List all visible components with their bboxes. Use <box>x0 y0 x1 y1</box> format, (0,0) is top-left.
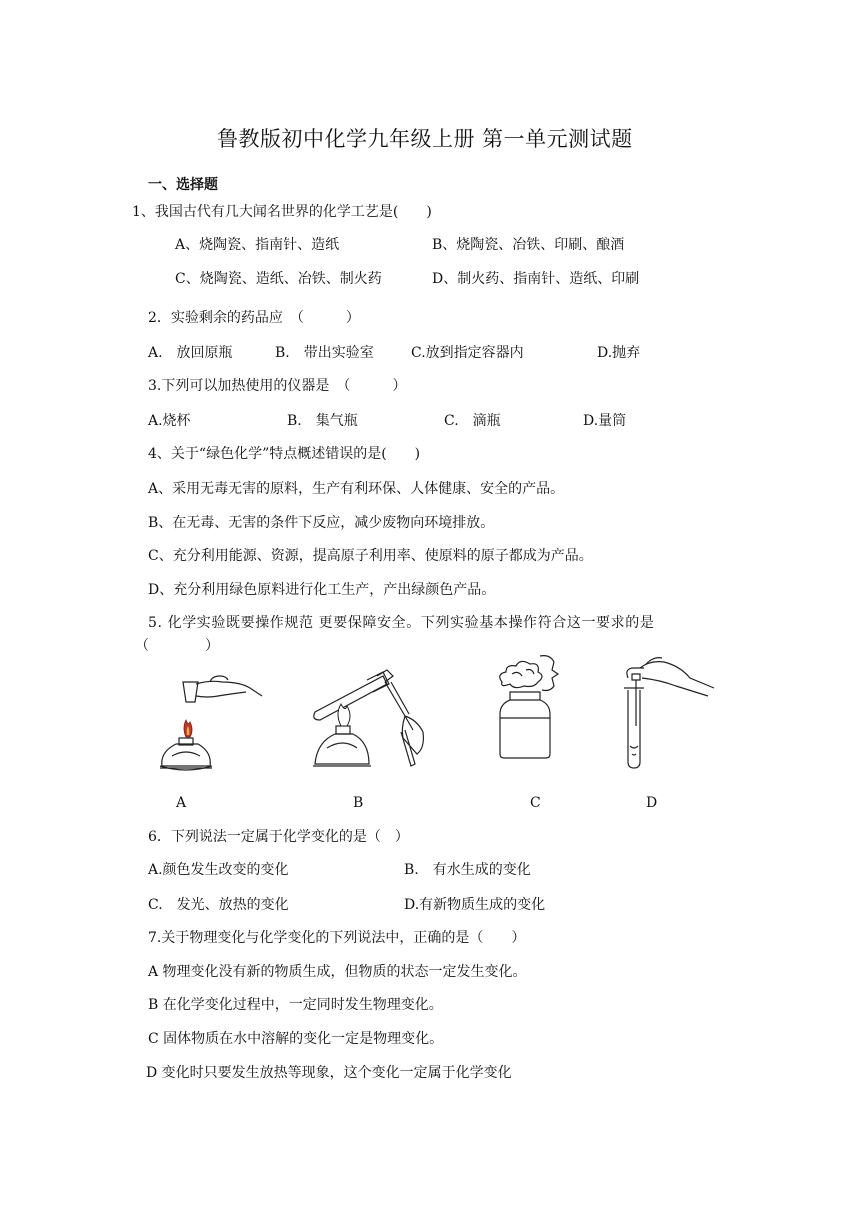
figure-label-b: B <box>353 795 364 811</box>
q6-option-b: B. 有水生成的变化 <box>404 862 531 878</box>
q7-option-d: D 变化时只要发生放热等现象，这个变化一定属于化学变化 <box>146 1065 512 1081</box>
q6-option-c: C. 发光、放热的变化 <box>148 897 289 913</box>
q2-option-d: D.抛弃 <box>597 345 641 361</box>
q4-option-a: A、采用无毒无害的原料，生产有利环保、人体健康、安全的产品。 <box>148 481 565 497</box>
figure-b <box>305 668 435 783</box>
figure-label-c: C <box>530 795 541 811</box>
q5-answer-paren: （ ） <box>135 638 219 654</box>
page-title: 鲁教版初中化学九年级上册 第一单元测试题 <box>217 127 633 151</box>
q3-option-a: A.烧杯 <box>148 413 191 429</box>
q7-option-c: C 固体物质在水中溶解的变化一定是物理变化。 <box>148 1031 444 1047</box>
q1-option-d: D、制火药、指南针、造纸、印刷 <box>432 271 640 287</box>
test-tube-heating-icon <box>305 668 435 783</box>
q1-stem: 1、我国古代有几大闻名世界的化学工艺是( ) <box>132 204 432 220</box>
q6-stem: 6．下列说法一定属于化学变化的是（ ） <box>148 829 409 845</box>
q4-stem: 4、关于“绿色化学”特点概述错误的是( ) <box>148 446 421 462</box>
q2-option-a: A. 放回原瓶 <box>148 345 233 361</box>
q4-option-b: B、在无毒、无害的条件下反应，减少废物向环境排放。 <box>148 515 495 531</box>
q4-option-c: C、充分利用能源、资源，提高原子利用率、使原料的原子都成为产品。 <box>148 548 593 564</box>
dropper-into-test-tube-icon <box>610 650 720 772</box>
q3-stem: 3.下列可以加热使用的仪器是 （ ） <box>148 378 407 394</box>
figure-a <box>150 668 270 783</box>
q7-option-b: B 在化学变化过程中，一定同时发生物理变化。 <box>148 997 443 1013</box>
q3-option-c: C. 滴瓶 <box>444 413 501 429</box>
section-heading-choice: 一、选择题 <box>148 177 218 193</box>
q4-option-d: D、充分利用绿色原料进行化工生产，产出绿颜色产品。 <box>148 582 496 598</box>
alcohol-lamp-lighting-icon <box>150 668 270 783</box>
figure-d <box>610 650 720 772</box>
q1-option-b: B、烧陶瓷、冶铁、印刷、酿酒 <box>432 237 625 253</box>
q3-option-b: B. 集气瓶 <box>287 413 358 429</box>
q5-stem: 5. 化学实验既要操作规范 更要保障安全。下列实验基本操作符合这一要求的是 <box>148 615 655 631</box>
q1-option-c: C、烧陶瓷、造纸、冶铁、制火药 <box>175 271 382 287</box>
q7-option-a: A 物理变化没有新的物质生成，但物质的状态一定发生变化。 <box>148 964 527 980</box>
q2-stem: 2．实验剩余的药品应 （ ） <box>148 310 360 326</box>
figure-label-a: A <box>176 795 187 811</box>
q2-option-b: B. 带出实验室 <box>275 345 374 361</box>
q1-option-a: A、烧陶瓷、指南针、造纸 <box>175 237 340 253</box>
q6-option-a: A.颜色发生改变的变化 <box>148 862 289 878</box>
q3-option-d: D.量筒 <box>583 413 627 429</box>
figure-c <box>492 652 572 772</box>
figure-label-d: D <box>646 795 658 811</box>
q2-option-c: C.放到指定容器内 <box>411 345 524 361</box>
q6-option-d: D.有新物质生成的变化 <box>404 897 546 913</box>
q7-stem: 7.关于物理变化与化学变化的下列说法中，正确的是（ ） <box>148 930 526 946</box>
smelling-gas-jar-icon <box>492 652 572 772</box>
